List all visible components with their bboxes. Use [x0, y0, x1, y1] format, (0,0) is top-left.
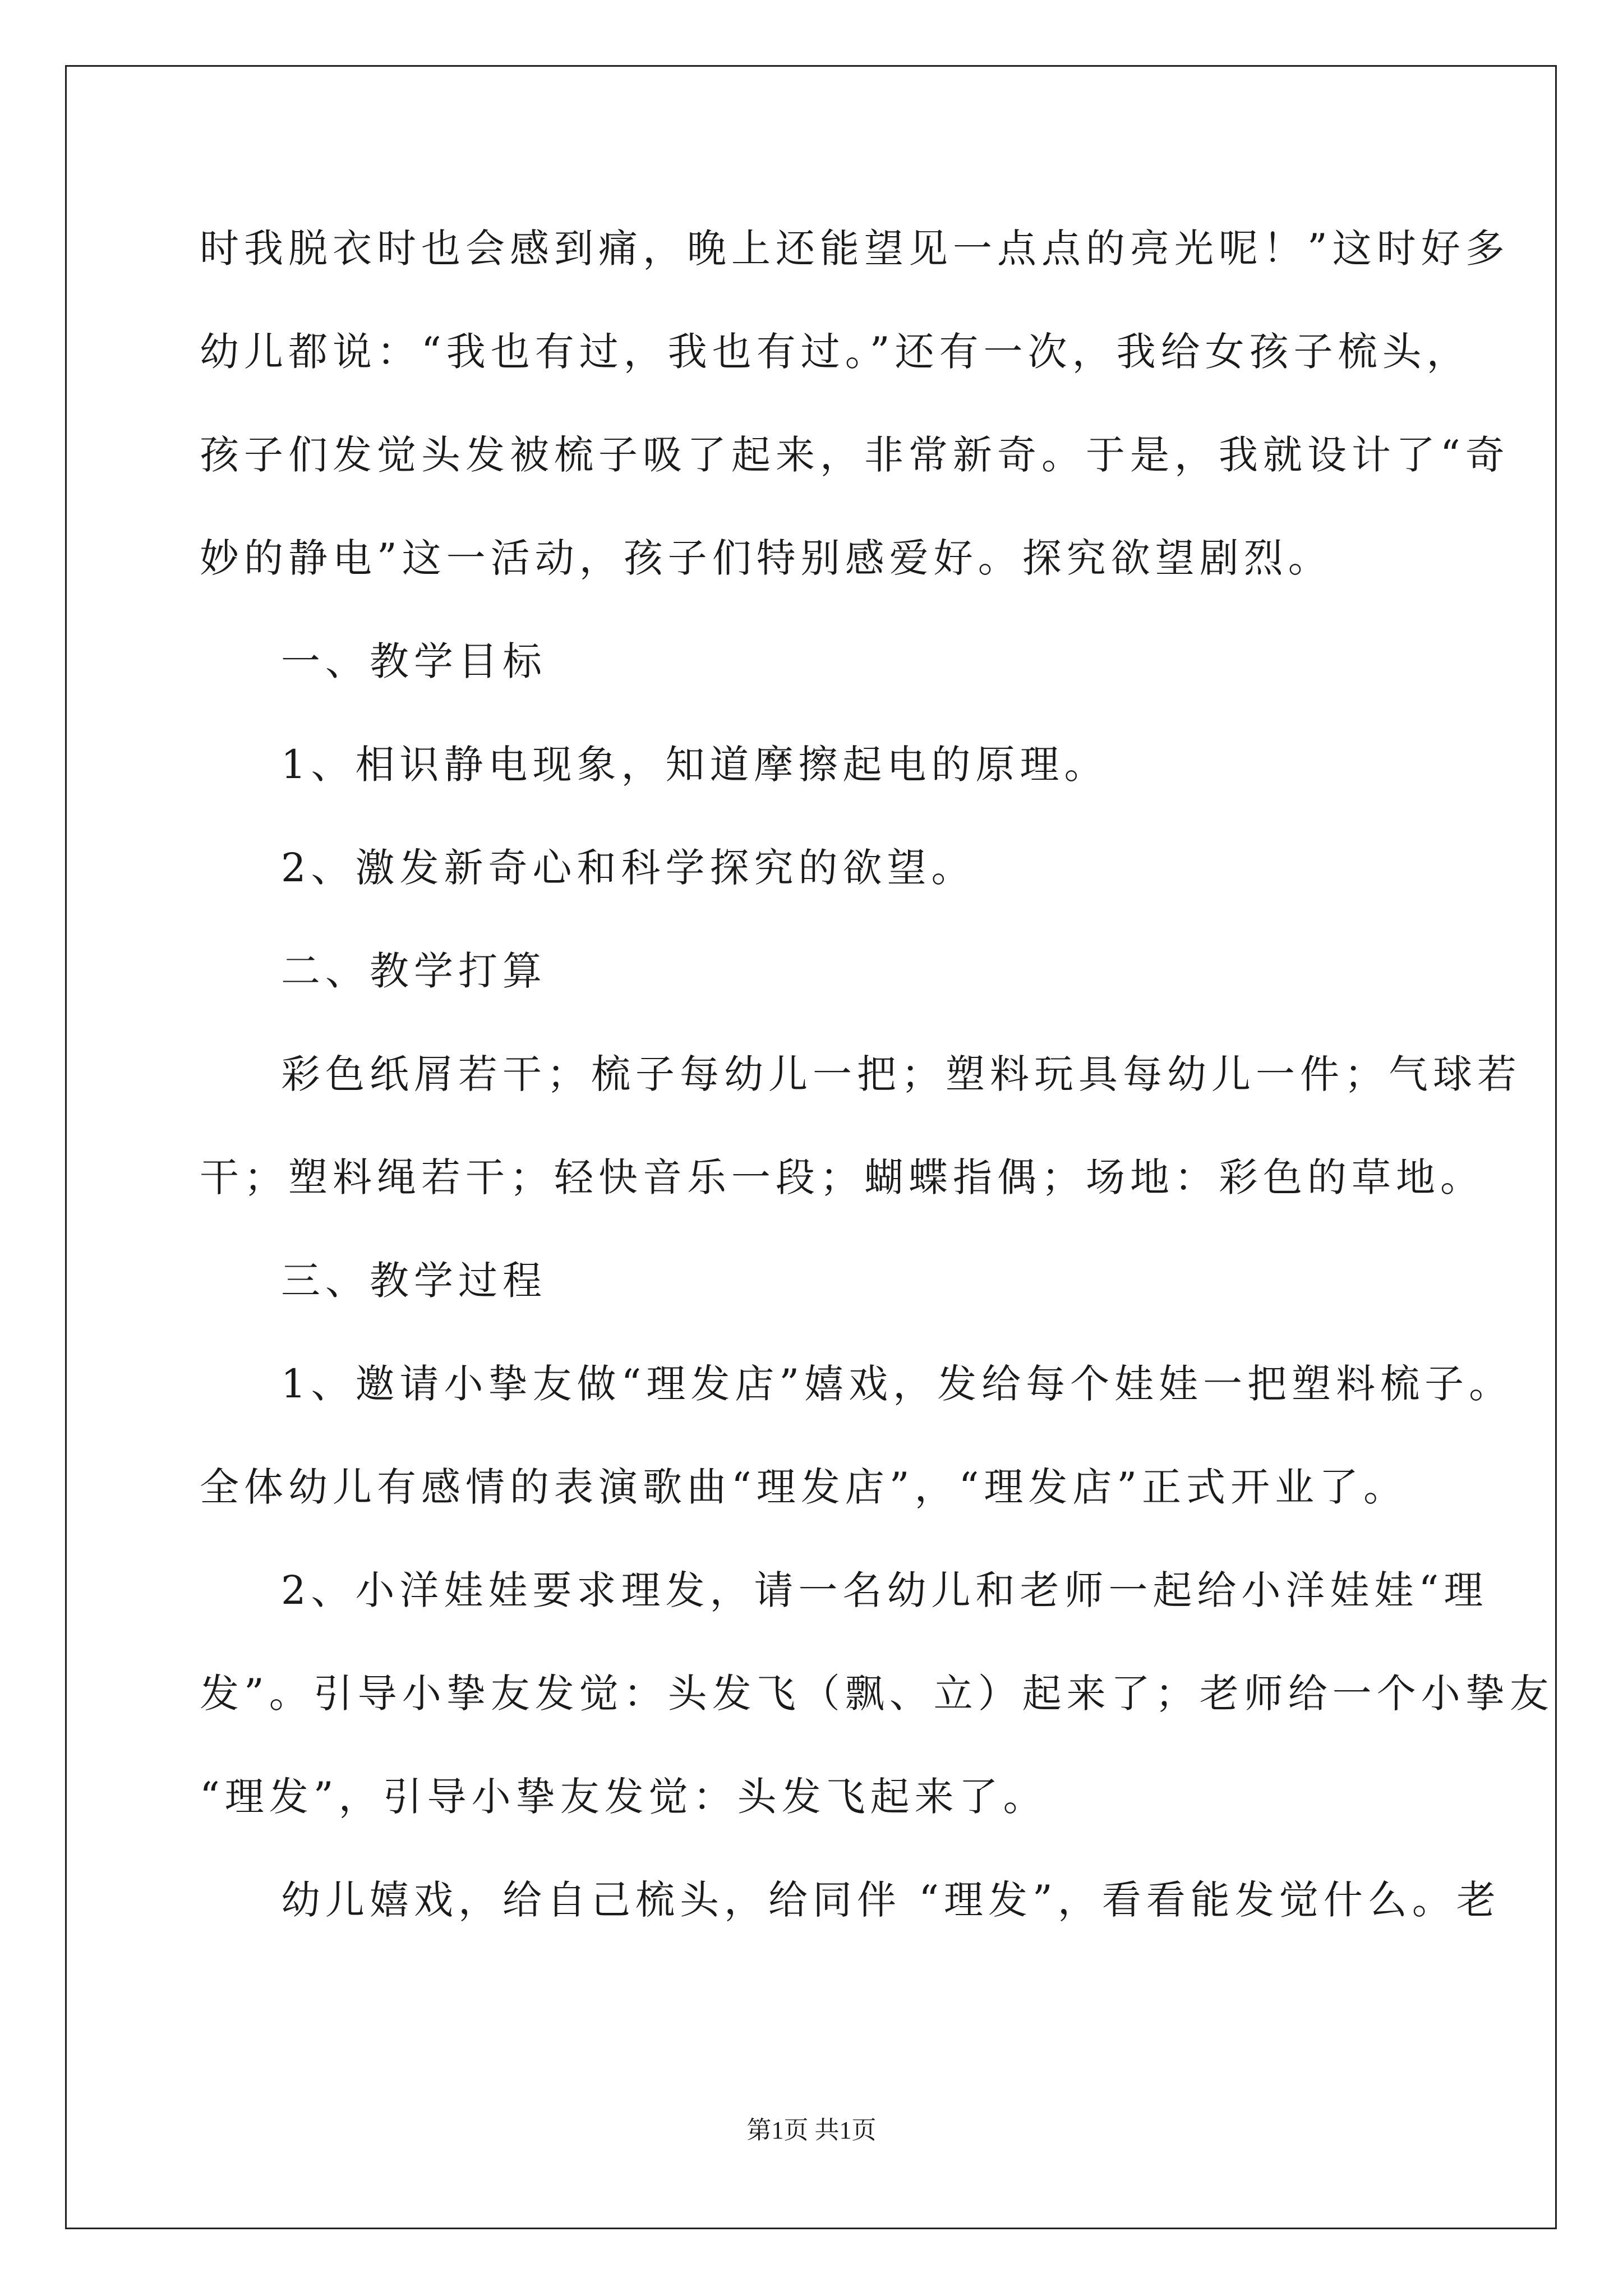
list-item: 2、小洋娃娃要求理发，请一名幼儿和老师一起给小洋娃娃“理 — [281, 1567, 1488, 1613]
text-line: 干；塑料绳若干；轻快音乐一段；蝴蝶指偶；场地：彩色的草地。 — [200, 1154, 1484, 1200]
list-item: 2、激发新奇心和科学探究的欲望。 — [281, 845, 976, 891]
text-line: 妙的静电”这一活动，孩子们特别感爱好。探究欲望剧烈。 — [200, 535, 1332, 581]
section-heading: 一、教学目标 — [281, 638, 547, 684]
list-item: 1、相识静电现象，知道摩擦起电的原理。 — [281, 742, 1109, 788]
text-line: 发”。引导小挚友发觉：头发飞（飘、立）起来了；老师给一个小挚友 — [200, 1671, 1554, 1717]
page-footer: 第1页 共1页 — [746, 2116, 877, 2144]
section-heading: 三、教学过程 — [281, 1258, 547, 1304]
text-line: 全体幼儿有感情的表演歌曲“理发店”，“理发店”正式开业了。 — [200, 1464, 1408, 1510]
text-line: 幼儿都说：“我也有过，我也有过。”还有一次，我给女孩子梳头， — [200, 329, 1471, 375]
text-line: 时我脱衣时也会感到痛，晚上还能望见一点点的亮光呢！”这时好多 — [200, 226, 1510, 272]
text-line: 幼儿嬉戏，给自己梳头，给同伴 “理发”，看看能发觉什么。老 — [281, 1877, 1501, 1923]
text-line: “理发”，引导小挚友发觉：头发飞起来了。 — [200, 1774, 1048, 1820]
section-heading: 二、教学打算 — [281, 948, 547, 994]
list-item: 1、邀请小挚友做“理发店”嬉戏，发给每个娃娃一把塑料梳子。 — [281, 1361, 1514, 1407]
text-line: 孩子们发觉头发被梳子吸了起来，非常新奇。于是，我就设计了“奇 — [200, 432, 1510, 478]
text-line: 彩色纸屑若干；梳子每幼儿一把；塑料玩具每幼儿一件；气球若 — [281, 1051, 1521, 1097]
document-body — [200, 218, 1554, 1972]
